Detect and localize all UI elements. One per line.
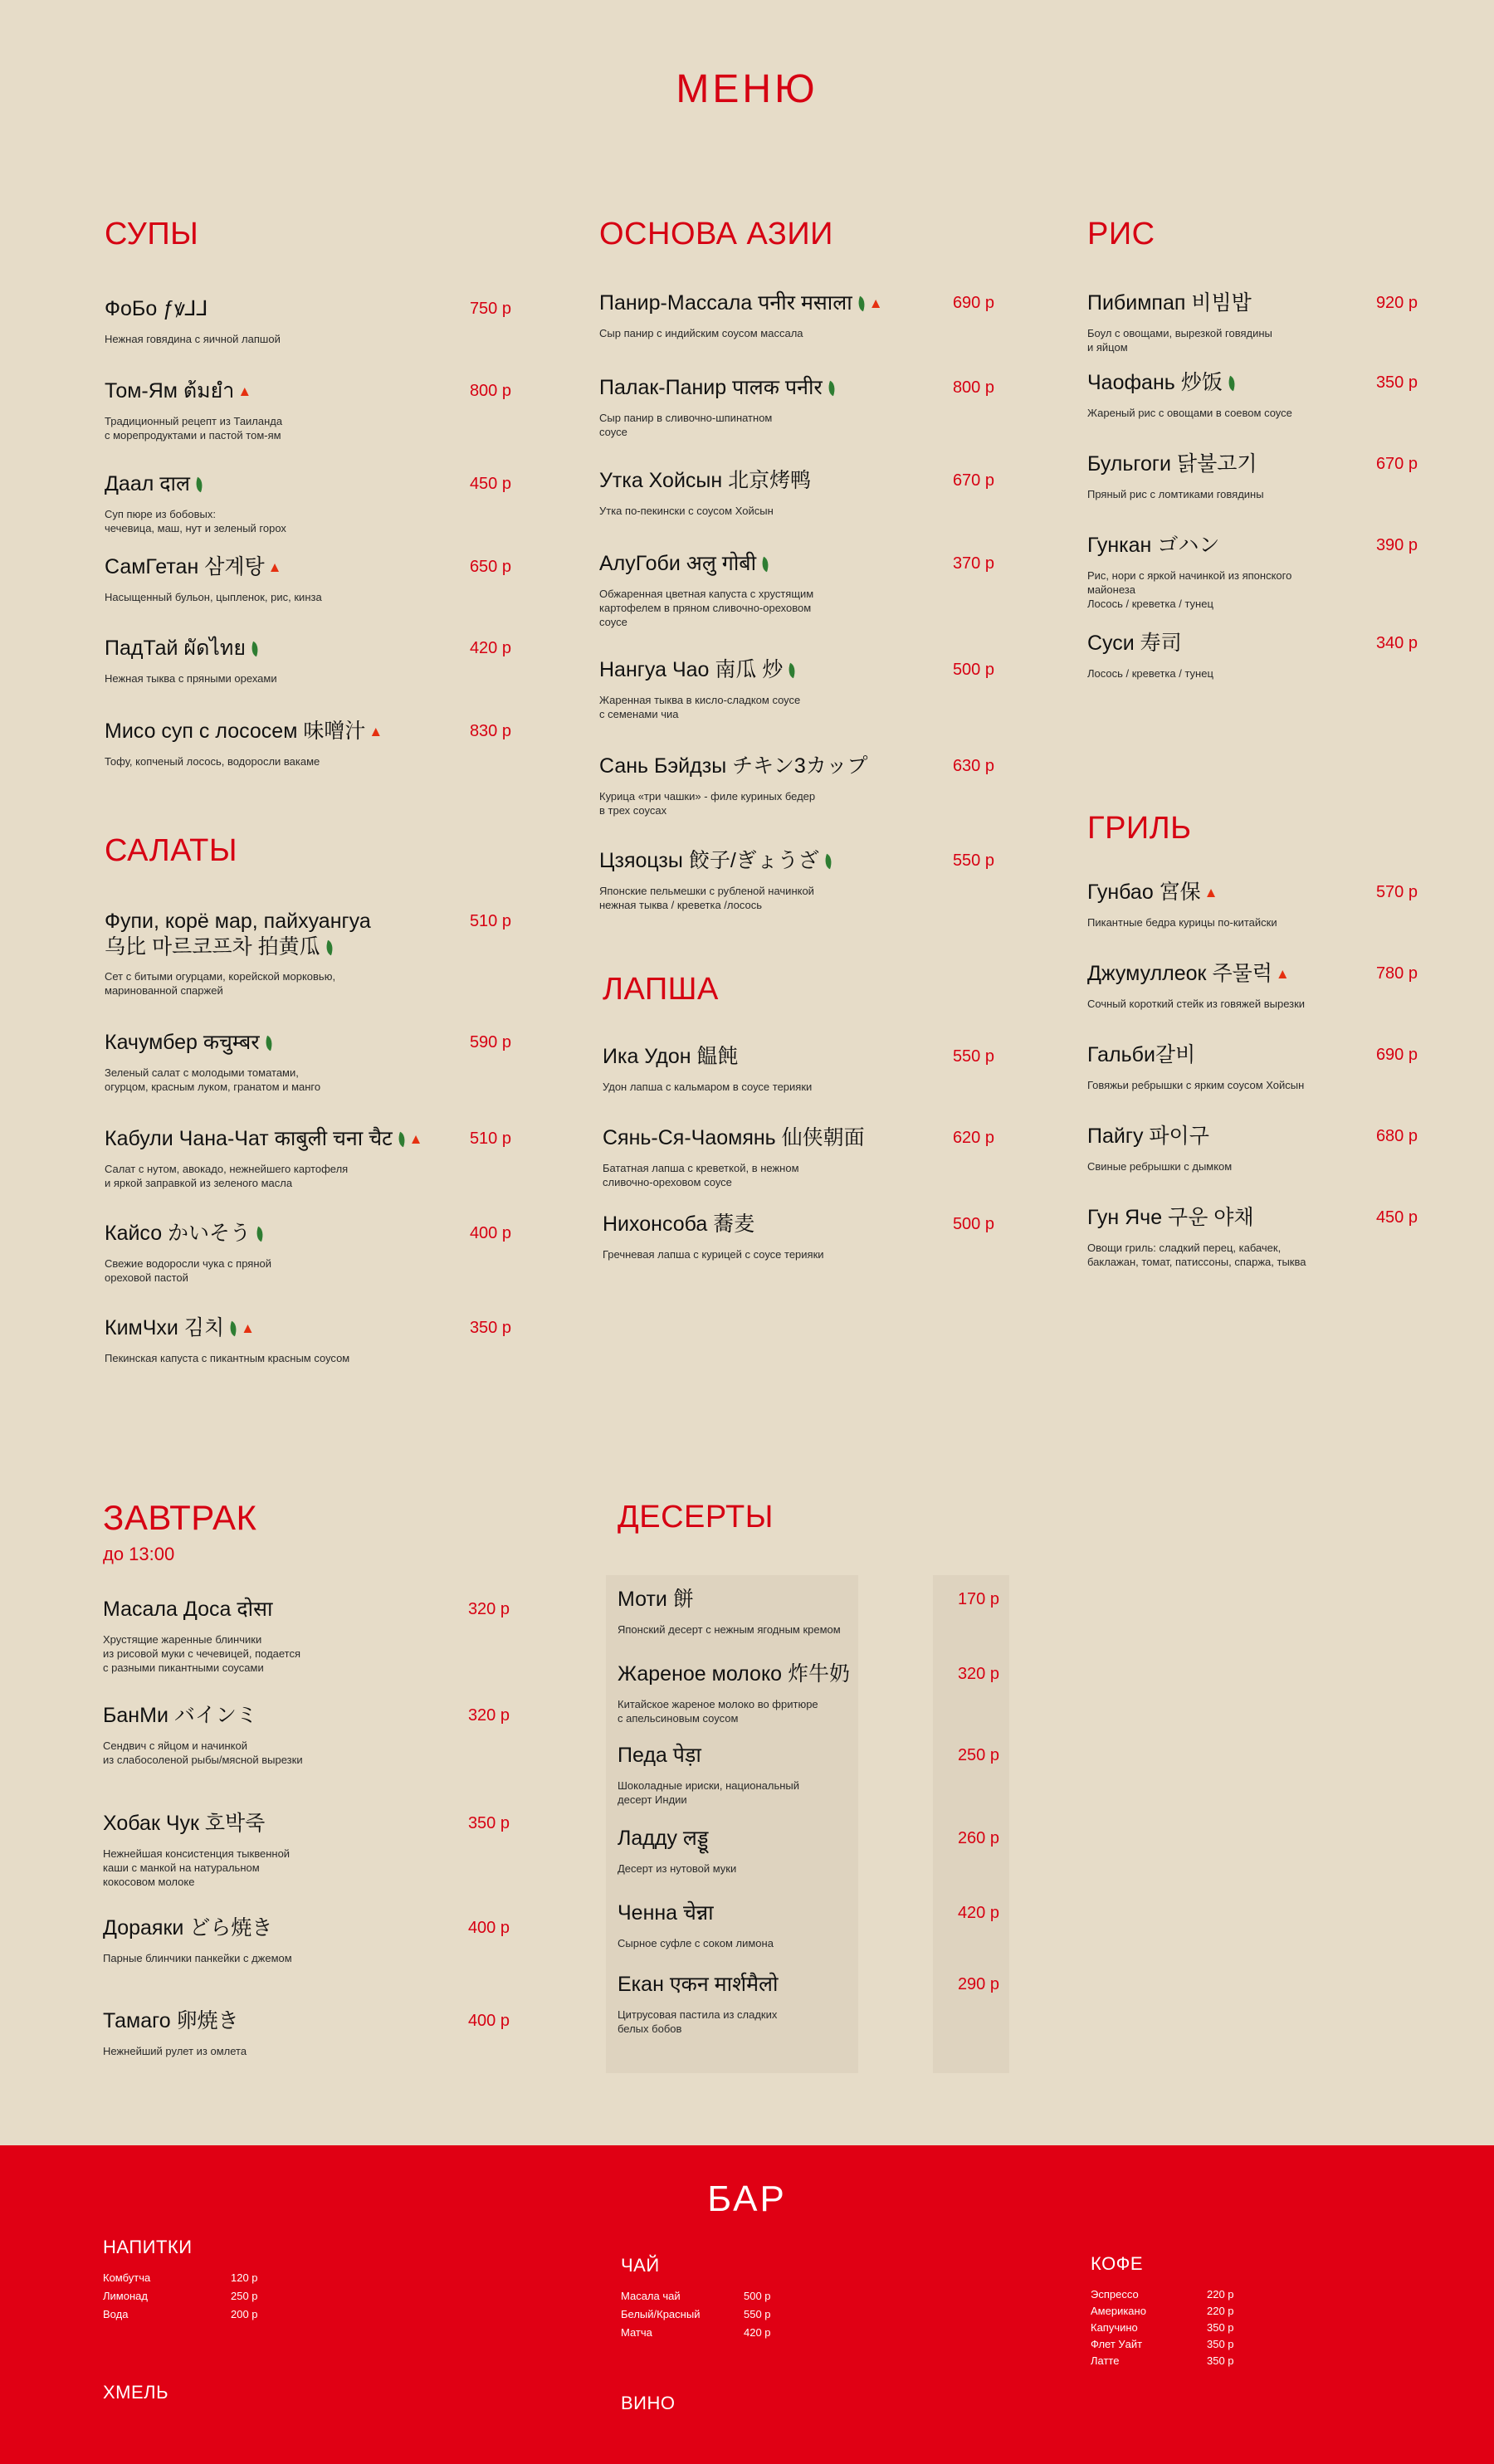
- item-price: 570 р: [1375, 883, 1418, 901]
- spicy-icon: ▲: [1275, 966, 1290, 982]
- item-price: 690 р: [1375, 1046, 1418, 1064]
- menu-item: [105, 636, 511, 686]
- menu-item: [599, 375, 994, 439]
- bar-item-price: 350 р: [1207, 2321, 1234, 2334]
- bar-coffee-title: КОФЕ: [1091, 2253, 1144, 2274]
- item-desc: Свиные ребрышки с дымком: [1087, 1159, 1233, 1173]
- item-desc: Жареный рис с овощами в соевом соусе: [1087, 406, 1292, 419]
- leaf-icon: [822, 854, 834, 869]
- item-desc: Сендвич с яйцом и начинкой из слабосоленой рыбы/мясной вырезки: [103, 1739, 303, 1766]
- item-name: Сянь-Ся-Чаомянь 仙侠朝面: [603, 1126, 865, 1149]
- item-name: Кабули Чана-Чат काबुली चना चैट: [105, 1127, 393, 1150]
- menu-item: [105, 471, 511, 535]
- bar-item-price: 550 р: [744, 2308, 771, 2320]
- menu-item: [1087, 631, 1418, 681]
- item-desc: Сыр панир с индийским соусом массала: [599, 326, 803, 339]
- item-name: Суси 寿司: [1087, 632, 1182, 655]
- bar-item-name: Белый/Красный: [621, 2308, 701, 2320]
- menu-item: [618, 1587, 999, 1637]
- item-name: Цзяоцзы 餃子/ぎょうざ: [599, 849, 819, 872]
- item-price: 920 р: [1375, 294, 1418, 312]
- menu-item: [599, 551, 994, 629]
- item-name: Екан एकन मार्शमैलो: [618, 1973, 779, 1996]
- menu-item: [105, 1126, 511, 1190]
- bar-item-price: 220 р: [1207, 2288, 1234, 2301]
- menu-item: [599, 754, 994, 817]
- bar-item-name: Матча: [621, 2326, 652, 2339]
- bar-wine: [621, 2393, 676, 2414]
- item-desc: Гречневая лапша с курицей с соусе терияки: [603, 1247, 824, 1261]
- menu-item: [618, 1826, 999, 1876]
- bar-item-name: Американо: [1091, 2305, 1146, 2317]
- item-price: 620 р: [952, 1129, 994, 1147]
- item-price: 320 р: [957, 1665, 999, 1683]
- menu-item: [103, 1915, 510, 1965]
- menu-item: [618, 1972, 999, 2036]
- item-price: 390 р: [1375, 536, 1418, 554]
- noodles-section: [603, 972, 994, 1261]
- menu-item: [105, 378, 511, 442]
- item-name: Утка Хойсын 北京烤鸭: [599, 469, 812, 492]
- item-desc: Сет с битыми огурцами, корейской морковью, маринованной спаржей: [105, 970, 336, 998]
- item-desc: Нежная говядина с яичной лапшой: [105, 332, 281, 345]
- bar-item-price: 350 р: [1207, 2338, 1234, 2350]
- menu-item: [1087, 880, 1418, 929]
- bar-row: [103, 2308, 319, 2326]
- leaf-icon: [323, 939, 335, 954]
- item-price: 350 р: [469, 1319, 511, 1337]
- bar-section: [0, 2145, 1494, 2464]
- menu-item: [603, 1212, 994, 1261]
- section-subtitle: до 13:00: [103, 1544, 175, 1565]
- item-price: 400 р: [467, 1919, 510, 1937]
- leaf-icon: [855, 296, 867, 311]
- spicy-icon: ▲: [1204, 885, 1218, 900]
- item-name: Ладду लड्डू: [618, 1827, 709, 1850]
- bar-item-name: Лимонад: [103, 2290, 148, 2302]
- menu-item: [618, 1743, 999, 1807]
- item-price: 420 р: [957, 1904, 999, 1922]
- menu-item: [599, 657, 994, 721]
- item-price: 400 р: [469, 1224, 511, 1242]
- leaf-icon: [254, 1227, 266, 1242]
- bar-tea-title: ЧАЙ: [621, 2255, 660, 2276]
- section-title: ЗАВТРАК: [103, 1498, 257, 1537]
- item-desc: Китайское жареное молоко во фритюре с апельсиновым соусом: [618, 1697, 818, 1725]
- item-desc: Пряный рис с ломтиками говядины: [1087, 487, 1264, 500]
- menu-item: [1087, 290, 1418, 354]
- item-name: ПадТай ผัดไทย: [105, 637, 247, 660]
- item-price: 800 р: [952, 378, 994, 397]
- item-name: КимЧхи 김치: [105, 1316, 225, 1339]
- menu-item: [103, 2008, 510, 2058]
- item-price: 630 р: [952, 757, 994, 775]
- menu-item: [1087, 451, 1418, 501]
- item-desc: Курица «три чашки» - филе куриных бедер в трех соусах: [599, 789, 816, 817]
- bar-row: [103, 2290, 319, 2308]
- bar-row: [1091, 2354, 1306, 2371]
- item-name: Чаофань 炒饭: [1087, 371, 1223, 394]
- item-price: 420 р: [469, 639, 511, 657]
- leaf-icon: [786, 663, 798, 678]
- item-price: 350 р: [1375, 373, 1418, 392]
- section-title: ОСНОВА АЗИИ: [599, 217, 833, 251]
- item-price: 450 р: [1375, 1208, 1418, 1227]
- bar-row: [621, 2326, 837, 2344]
- bar-item-name: Масала чай: [621, 2290, 681, 2302]
- item-desc: Обжаренная цветная капуста с хрустящим картофелем в пряном сливочно-ореховом соусе: [599, 587, 814, 628]
- item-desc: Овощи гриль: сладкий перец, кабачек, баклажан, томат, патиссоны, спаржа, тыква: [1087, 1241, 1306, 1268]
- item-name: Нихонсоба 蕎麦: [603, 1212, 755, 1236]
- item-desc: Бататная лапша с креветкой, в нежном сливочно-ореховом соусе: [603, 1161, 799, 1188]
- item-price: 500 р: [952, 661, 994, 679]
- bar-coffee: [1091, 2253, 1306, 2371]
- item-desc: Сырное суфле с соком лимона: [618, 1936, 774, 1949]
- item-desc: Тофу, копченый лосось, водоросли вакаме: [105, 754, 320, 768]
- bar-title: БАР: [707, 2179, 787, 2219]
- section-title: САЛАТЫ: [105, 833, 237, 868]
- item-price: 400 р: [467, 2012, 510, 2030]
- item-desc: Шоколадные ириски, национальный десерт Индии: [618, 1778, 800, 1806]
- item-name: Сань Бэйдзы チキン3カップ: [599, 754, 868, 778]
- leaf-icon: [193, 477, 206, 492]
- leaf-icon: [249, 642, 261, 656]
- menu-item: [105, 1315, 511, 1365]
- section-title: СУПЫ: [105, 217, 199, 251]
- item-name: Моти 餅: [618, 1588, 694, 1611]
- bar-item-name: Комбутча: [103, 2271, 151, 2284]
- item-name: Качумбер कचुम्बर: [105, 1031, 260, 1054]
- menu-title: МЕНЮ: [676, 67, 818, 111]
- item-price: 590 р: [469, 1033, 511, 1051]
- item-name: Том-Ям ต้มยำ: [105, 379, 235, 403]
- bar-item-name: Флет Уайт: [1091, 2338, 1143, 2350]
- menu-item: [1087, 1205, 1418, 1269]
- item-desc: Традиционный рецепт из Таиланда с морепродуктами и пастой том-ям: [105, 414, 283, 442]
- item-price: 250 р: [957, 1746, 999, 1764]
- menu-item: [1087, 1042, 1418, 1092]
- bar-row: [103, 2271, 319, 2290]
- bar-row: [621, 2308, 837, 2326]
- item-desc: Свежие водоросли чука с пряной ореховой пастой: [105, 1256, 272, 1284]
- item-name: Пибимпап 비빔밥: [1087, 291, 1252, 315]
- menu-item: [105, 1221, 511, 1285]
- desserts-section: [618, 1500, 999, 2035]
- item-desc: Сыр панир в сливочно-шпинатном соусе: [599, 411, 773, 438]
- menu-item: [599, 290, 994, 340]
- menu-item: [1087, 1124, 1418, 1173]
- item-name: Бульгоги 닭불고기: [1087, 452, 1257, 476]
- bar-drinks-title: НАПИТКИ: [103, 2237, 193, 2257]
- item-price: 670 р: [1375, 455, 1418, 473]
- item-name: СамГетан 삼계탕: [105, 555, 265, 578]
- bar-hops-title: ХМЕЛЬ: [103, 2382, 169, 2403]
- spicy-icon: ▲: [408, 1131, 423, 1147]
- bar-row: [1091, 2338, 1306, 2354]
- item-price: 650 р: [469, 558, 511, 576]
- leaf-icon: [262, 1036, 275, 1051]
- bar-item-price: 350 р: [1207, 2354, 1234, 2367]
- section-title: ДЕСЕРТЫ: [618, 1500, 774, 1535]
- item-name: БанМи バインミ: [103, 1704, 257, 1727]
- item-price: 670 р: [952, 471, 994, 490]
- menu-item: [103, 1703, 510, 1767]
- bar-item-name: Эспрессо: [1091, 2288, 1139, 2301]
- item-desc: Пикантные бедра курицы по-китайски: [1087, 915, 1277, 929]
- item-price: 750 р: [469, 300, 511, 318]
- item-price: 500 р: [952, 1215, 994, 1233]
- item-desc: Удон лапша с кальмаром в соусе терияки: [603, 1080, 813, 1093]
- bar-item-name: Вода: [103, 2308, 129, 2320]
- grill-section: [1087, 811, 1418, 1268]
- bar-row: [1091, 2288, 1306, 2305]
- item-desc: Суп пюре из бобовых: чечевица, маш, нут и зеленый горох: [105, 507, 286, 534]
- item-price: 680 р: [1375, 1127, 1418, 1145]
- item-desc: Японский десерт с нежным ягодным кремом: [618, 1622, 841, 1636]
- item-desc: Рис, нори с яркой начинкой из японского майонеза Лосось / креветка / тунец: [1087, 568, 1292, 610]
- item-name: Гун Яче 구운 야채: [1087, 1206, 1254, 1229]
- item-name: Дораяки どら焼き: [103, 1916, 273, 1939]
- item-name: Джумуллеок 주물럭: [1087, 962, 1272, 985]
- item-name: Палак-Панир पालक पनीर: [599, 376, 823, 399]
- item-desc: Насыщенный бульон, цыпленок, рис, кинза: [105, 590, 322, 603]
- item-name: Ченна चेन्ना: [618, 1901, 714, 1925]
- item-name: Ика Удон 饂飩: [603, 1045, 739, 1068]
- item-price: 800 р: [469, 382, 511, 400]
- bar-row: [1091, 2321, 1306, 2338]
- item-name: Даал दाल: [105, 472, 190, 495]
- menu-item: [103, 1811, 510, 1889]
- item-desc: Утка по-пекински с соусом Хойсын: [599, 504, 774, 517]
- section-title: ГРИЛЬ: [1087, 811, 1192, 846]
- item-desc: Лосось / креветка / тунец: [1087, 666, 1213, 680]
- item-name: Кайсо かいそう: [105, 1222, 251, 1245]
- item-name: АлуГоби अलु गोबी: [599, 552, 757, 575]
- item-price: 450 р: [469, 475, 511, 493]
- item-price: 510 р: [469, 1130, 511, 1148]
- item-desc: Японские пельмешки с рубленой начинкой нежная тыква / креветка /лосось: [599, 884, 814, 911]
- asia-section: [599, 217, 994, 911]
- item-name: Нангуа Чао 南瓜 炒: [599, 658, 784, 681]
- item-desc: Парные блинчики панкейки с джемом: [103, 1951, 292, 1964]
- item-desc: Говяжьи ребрышки с ярким соусом Хойсын: [1087, 1078, 1305, 1091]
- menu-item: [599, 848, 994, 912]
- bar-item-price: 500 р: [744, 2290, 771, 2302]
- section-title: ЛАПША: [603, 972, 719, 1007]
- item-desc: Нежная тыква с пряными орехами: [105, 671, 277, 685]
- bar-item-price: 220 р: [1207, 2305, 1234, 2317]
- spicy-icon: ▲: [237, 383, 252, 399]
- bar-item-name: Капучино: [1091, 2321, 1138, 2334]
- item-name: Гунбао 宮保: [1087, 881, 1201, 904]
- item-name: Гальби갈비: [1087, 1043, 1196, 1066]
- menu-item: [103, 1597, 510, 1675]
- menu-item: [105, 1030, 511, 1094]
- menu-item: [105, 296, 511, 346]
- item-desc: Зеленый салат с молодыми томатами, огурцом, красным луком, гранатом и манго: [105, 1066, 321, 1093]
- menu-item: [1087, 961, 1418, 1011]
- item-desc: Жаренная тыква в кисло-сладком соусе с семенами чиа: [599, 693, 801, 720]
- item-name: Фупи, корё мар, пайхуангуа 乌比 마르코프차 拍黄瓜: [105, 910, 371, 959]
- item-name: Гункан ゴハン: [1087, 534, 1220, 557]
- item-desc: Цитрусовая пастила из сладких белых бобов: [618, 2008, 778, 2035]
- bar-drinks: [103, 2237, 319, 2326]
- item-price: 510 р: [469, 912, 511, 930]
- menu-item: [105, 719, 511, 768]
- menu-item: [1087, 370, 1418, 420]
- item-name: Тамаго 卵焼き: [103, 2009, 239, 2032]
- item-price: 370 р: [952, 554, 994, 573]
- menu-item: [599, 468, 994, 518]
- spicy-icon: ▲: [267, 559, 282, 575]
- menu-item: [105, 909, 511, 998]
- bar-row: [1091, 2305, 1306, 2321]
- rice-section: [1087, 217, 1418, 680]
- leaf-icon: [759, 557, 772, 572]
- item-name: Масала Доса दोसा: [103, 1598, 273, 1621]
- menu-item: [618, 1661, 999, 1725]
- bar-item-price: 200 р: [231, 2308, 258, 2320]
- item-name: Жареное молоко 炸牛奶: [618, 1662, 851, 1686]
- item-price: 830 р: [469, 722, 511, 740]
- soups-section: [105, 217, 511, 768]
- item-price: 290 р: [957, 1975, 999, 1993]
- bar-item-price: 420 р: [744, 2326, 771, 2339]
- bar-wine-title: ВИНО: [621, 2393, 676, 2413]
- item-price: 690 р: [952, 294, 994, 312]
- menu-item: [603, 1125, 994, 1189]
- bar-tea: [621, 2255, 837, 2344]
- menu-item: [1087, 533, 1418, 611]
- salads-section: [105, 833, 511, 1364]
- item-desc: Десерт из нутовой муки: [618, 1861, 737, 1875]
- bar-item-price: 250 р: [231, 2290, 258, 2302]
- item-price: 780 р: [1375, 964, 1418, 983]
- item-name: Мисо суп с лососем 味噌汁: [105, 720, 366, 743]
- item-desc: Салат с нутом, авокадо, нежнейшего картофеля и яркой заправкой из зеленого масла: [105, 1162, 349, 1189]
- item-desc: Хрустящие жаренные блинчики из рисовой муки с чечевицей, подается с разными пикантными соусами: [103, 1632, 301, 1674]
- menu-item: [603, 1044, 994, 1094]
- breakfast-section: [103, 1498, 510, 2057]
- item-name: Хобак Чук 호박죽: [103, 1812, 266, 1835]
- spicy-icon: ▲: [868, 295, 883, 311]
- spicy-icon: ▲: [369, 724, 383, 739]
- bar-item-price: 120 р: [231, 2271, 258, 2284]
- section-title: РИС: [1087, 217, 1155, 251]
- item-desc: Боул с овощами, вырезкой говядины и яйцом: [1087, 326, 1272, 354]
- leaf-icon: [1225, 376, 1238, 391]
- leaf-icon: [227, 1321, 240, 1336]
- item-price: 320 р: [467, 1600, 510, 1618]
- item-desc: Нежнейшая консистенция тыквенной каши с манкой на натуральном кокосовом молоке: [103, 1847, 290, 1888]
- item-price: 550 р: [952, 851, 994, 870]
- menu-item: [105, 554, 511, 604]
- bar-item-name: Латте: [1091, 2354, 1120, 2367]
- item-price: 320 р: [467, 1706, 510, 1725]
- item-name: Панир-Массала पनीर मसाला: [599, 291, 852, 315]
- menu-item: [618, 1900, 999, 1950]
- item-price: 350 р: [467, 1814, 510, 1832]
- item-price: 170 р: [957, 1590, 999, 1608]
- spicy-icon: ▲: [241, 1320, 255, 1336]
- item-desc: Сочный короткий стейк из говяжей вырезки: [1087, 997, 1306, 1010]
- item-price: 260 р: [957, 1829, 999, 1847]
- leaf-icon: [825, 381, 837, 396]
- item-desc: Пекинская капуста с пикантным красным соусом: [105, 1351, 350, 1364]
- leaf-icon: [395, 1132, 408, 1147]
- item-name: ФоБо ƒꝟ⅃⅃: [105, 297, 208, 320]
- item-name: Пайгу 파이구: [1087, 1125, 1209, 1148]
- item-price: 340 р: [1375, 634, 1418, 652]
- bar-hops: [103, 2382, 168, 2403]
- item-desc: Нежнейший рулет из омлета: [103, 2044, 247, 2057]
- item-price: 550 р: [952, 1047, 994, 1066]
- bar-row: [621, 2290, 837, 2308]
- item-name: Педа पेड़ा: [618, 1744, 701, 1767]
